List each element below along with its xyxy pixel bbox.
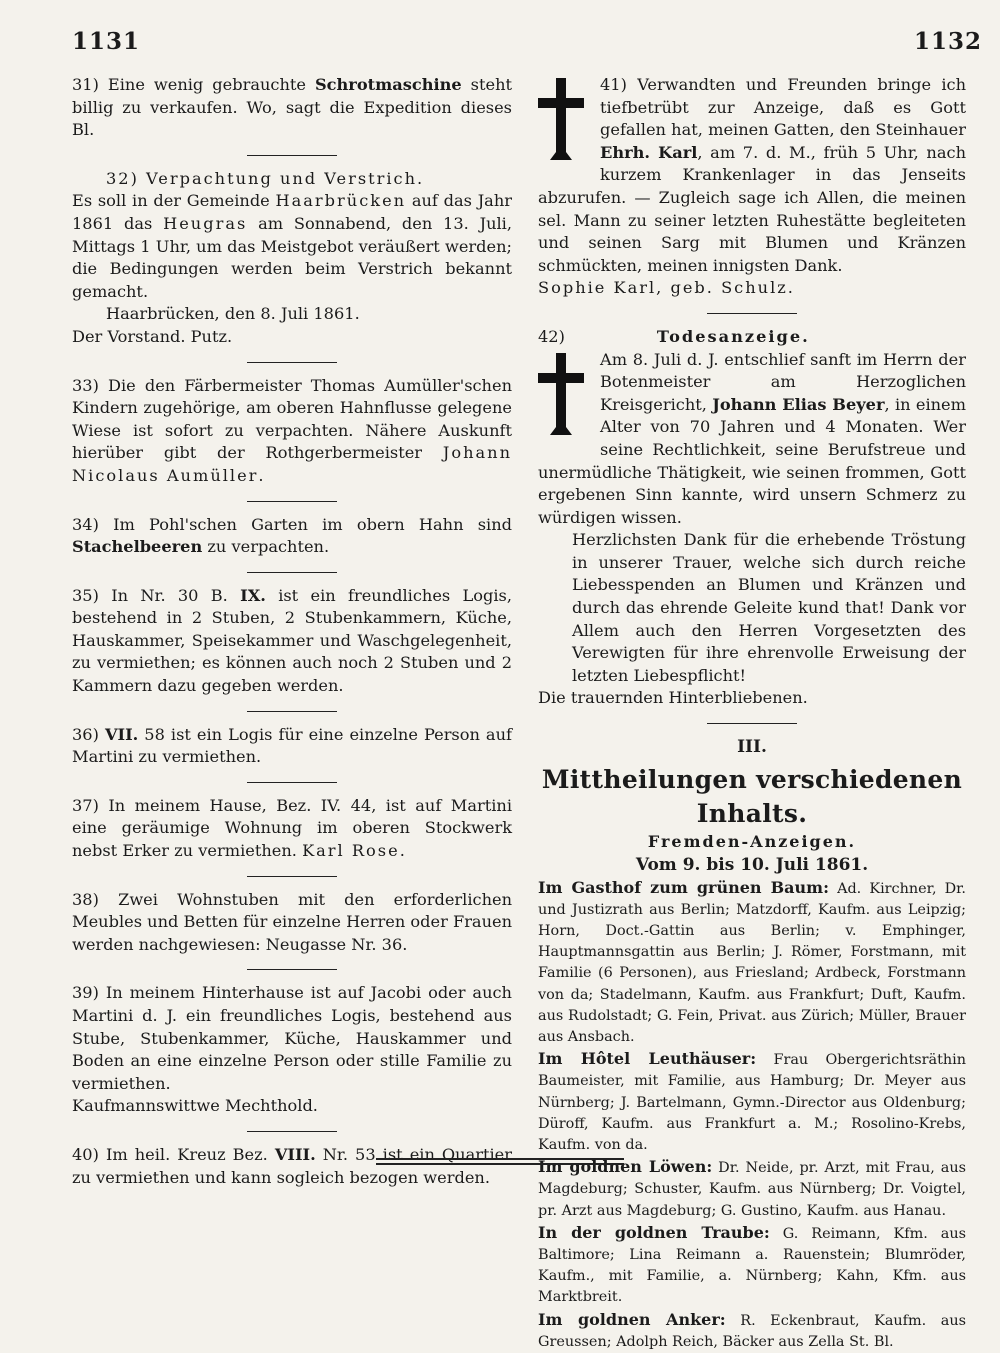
ad-42: 42) Todesanzeige. Am 8. Juli d. J. entschlief sanft im Herrn der Botenmeister am Herzoglichen Kreisgericht, Johann Elias Beyer, in einem Alter von 70 Jahren und 4 Monaten. Wer seine Rechtlichkeit, seine Berufstreue und unermüdliche Thätigkeit, wie seinen frommen, Gott ergebenen Sinn kannte, wird unsern Schmerz zu würdigen wissen. Herzlichsten Dank für die erhebende Tröstung in unserer Trauer, welche sich durch reiche Liebesspenden an Blumen und Kränzen und durch das ehrende Geleite kund that! Dank vor Allem auch den Herren Vorgesetzten des Verewigten für ihre ehrenvolle Erweisung der letzten Liebespflicht! Die trauernden Hinterbliebenen.	[538, 326, 966, 710]
separator	[247, 1131, 337, 1132]
visitor-entry: Im goldnen Löwen: Dr. Neide, pr. Arzt, mit Frau, aus Magdeburg; Schuster, Kaufm. aus Nürnberg; Dr. Voigtel, pr. Arzt aus Magdeburg; G. Gustino, Kaufm. aus Hanau.	[538, 1157, 966, 1219]
hotel-name: In der goldnen Traube:	[538, 1222, 770, 1242]
cross-icon	[534, 351, 592, 441]
separator	[247, 969, 337, 970]
visitor-entry: In der goldnen Traube: G. Reimann, Kfm. aus Baltimore; Lina Reimann a. Rauenstein; Blumröder, Kaufm., mit Familie, a. Nürnberg; Kahn, Kfm. aus Marktbreit.	[538, 1222, 966, 1306]
deceased-name: Ehrh. Karl	[600, 142, 698, 162]
ad-40: 40) Im heil. Kreuz Bez. VIII. Nr. 53 ist ein Quartier zu vermiethen und kann sogleich bezogen werden.	[72, 1144, 512, 1187]
ad-32-place-date: Haarbrücken, den 8. Juli 1861.	[106, 304, 360, 324]
ad-33: 33) Die den Färbermeister Thomas Aumüller'schen Kindern zugehörige, am oberen Hahnflusse gelegene Wiese ist sofort zu verpachten. Nähere Auskunft hierüber gibt der Rothgerbermeister Johann Nicolaus Aumüller.	[72, 375, 512, 485]
ad-41-signature: Sophie Karl, geb. Schulz.	[538, 278, 795, 298]
page-number-right: 1132	[914, 28, 983, 55]
ad-35: 35) In Nr. 30 B. IX. ist ein freundliches Logis, bestehend in 2 Stuben, 2 Stubenkammern, Küche, Hauskammer, Speisekammer und Waschgelegenheit, zu vermiethen; es können auch noch 2 Stuben und 2 Kammern dazu gegeben werden.	[72, 585, 512, 696]
visitor-entry: Im Hôtel Leuthäuser: Frau Obergerichtsräthin Baumeister, mit Familie, aus Hamburg; Dr. Meyer aus Nürnberg; J. Bartelmann, Gymn.-Director aus Oldenburg; Düroff, Kaufm. aus Frankfurt a. M.; Rosolino-Krebs, Kaufm. von da.	[538, 1049, 966, 1154]
section-three	[538, 736, 966, 1353]
separator	[247, 711, 337, 712]
deceased-name: Johann Elias Beyer	[712, 394, 885, 414]
hotel-name: Im goldnen Anker:	[538, 1309, 726, 1329]
ad-32-signature: Der Vorstand. Putz.	[72, 326, 233, 346]
ad-32-heading: 32) Verpachtung und Verstrich.	[106, 168, 425, 188]
hotel-name: Im goldnen Löwen:	[538, 1157, 713, 1177]
ad-39: 39) In meinem Hinterhause ist auf Jacobi oder auch Martini d. J. ein freundliches Logis, bestehend aus Stube, Stubenkammer, Küche, Hauskammer und Boden an eine einzelne Person oder stille Familie zu vermiethen. Kaufmannswittwe Mechthold.	[72, 982, 512, 1118]
separator	[247, 362, 337, 363]
ad-32: 32) Verpachtung und Verstrich. Es soll in der Gemeinde Haarbrücken auf das Jahr 1861 das Heugras am Sonnabend, den 13. Juli, Mittags 1 Uhr, um das Meistgebot veräußert werden; die Bedingungen werden beim Verstrich bekannt gemacht. Haarbrücken, den 8. Juli 1861. Der Vorstand. Putz.	[72, 168, 512, 349]
ad-31: 31) Eine wenig gebrauchte Schrotmaschine steht billig zu verkaufen. Wo, sagt die Expedition dieses Bl.	[72, 75, 513, 140]
separator	[247, 782, 337, 783]
ad-38: 38) Zwei Wohnstuben mit den erforderlichen Meubles und Betten für einzelne Herren oder Frauen werden nachgewiesen: Neugasse Nr. 36.	[72, 889, 513, 954]
visitor-entry: Im goldnen Anker: R. Eckenbraut, Kaufm. aus Greussen; Adolph Reich, Bäcker aus Zella St. Bl.	[538, 1309, 966, 1350]
ad-41: 41) Verwandten und Freunden bringe ich tiefbetrübt zur Anzeige, daß es Gott gefallen hat, meinen Gatten, den Steinhauer Ehrh. Karl, am 7. d. M., früh 5 Uhr, nach kurzem Krankenlager in das Jenseits abzurufen. — Zugleich sage ich Allen, die meinen sel. Mann zu seiner letzten Ruhestätte begleiteten und seinen Sarg mit Blumen und Kränzen schmückten, meinen innigsten Dank. Sophie Karl, geb. Schulz.	[538, 74, 966, 300]
section-date: Vom 9. bis 10. Juli 1861.	[635, 854, 869, 875]
ad-42-signature: Die trauernden Hinterbliebenen.	[538, 688, 808, 708]
separator	[247, 572, 337, 573]
ad-36: 36) VII. 58 ist ein Logis für eine einzelne Person auf Martini zu vermiethen.	[72, 724, 512, 767]
section-number: III.	[737, 737, 767, 758]
separator	[247, 501, 337, 502]
ad-34: 34) Im Pohl'schen Garten im obern Hahn sind Stachelbeeren zu verpachten.	[72, 514, 512, 557]
section-subtitle: Fremden-Anzeigen.	[647, 831, 857, 851]
ad-37: 37) In meinem Hause, Bez. IV. 44, ist auf Martini eine geräumige Wohnung im oberen Stockwerk nebst Erker zu vermiethen. Karl Rose.	[72, 795, 512, 861]
visitor-entry: Im Gasthof zum grünen Baum: Ad. Kirchner, Dr. und Justizrath aus Berlin; Matzdorff, Kaufm. aus Leipzig; Horn, Doct.-Gattin aus Berlin; v. Emphinger, Hauptmannsgattin aus Berlin; J. Römer, Forstmann, mit Familie (6 Personen), aus Friesland; Ardbeck, Forstmann von da; Stadelmann, Kaufm. aus Frankfurt; Duft, Kaufm. aus Rudolstadt; G. Fein, Privat. aus Zürich; Müller, Brauer aus Ansbach.	[538, 877, 967, 1046]
left-column	[72, 74, 512, 1189]
ad-37-signature: Karl Rose.	[302, 841, 407, 861]
section-title: Mittheilungen verschiedenen Inhalts.	[541, 764, 963, 828]
ad-31-highlight: Schrotmaschine	[314, 75, 462, 94]
cross-icon	[534, 76, 592, 166]
hotel-name: Im Gasthof zum grünen Baum:	[538, 877, 829, 897]
separator	[707, 313, 797, 314]
separator	[707, 723, 797, 724]
hotel-name: Im Hôtel Leuthäuser:	[538, 1049, 757, 1069]
ad-42-heading: Todesanzeige.	[656, 326, 810, 346]
ad-39-signature: Kaufmannswittwe Mechthold.	[72, 1096, 318, 1116]
page-number-left: 1131	[72, 28, 141, 55]
separator	[247, 155, 337, 156]
closing-rule	[376, 1158, 624, 1168]
separator	[247, 876, 337, 877]
